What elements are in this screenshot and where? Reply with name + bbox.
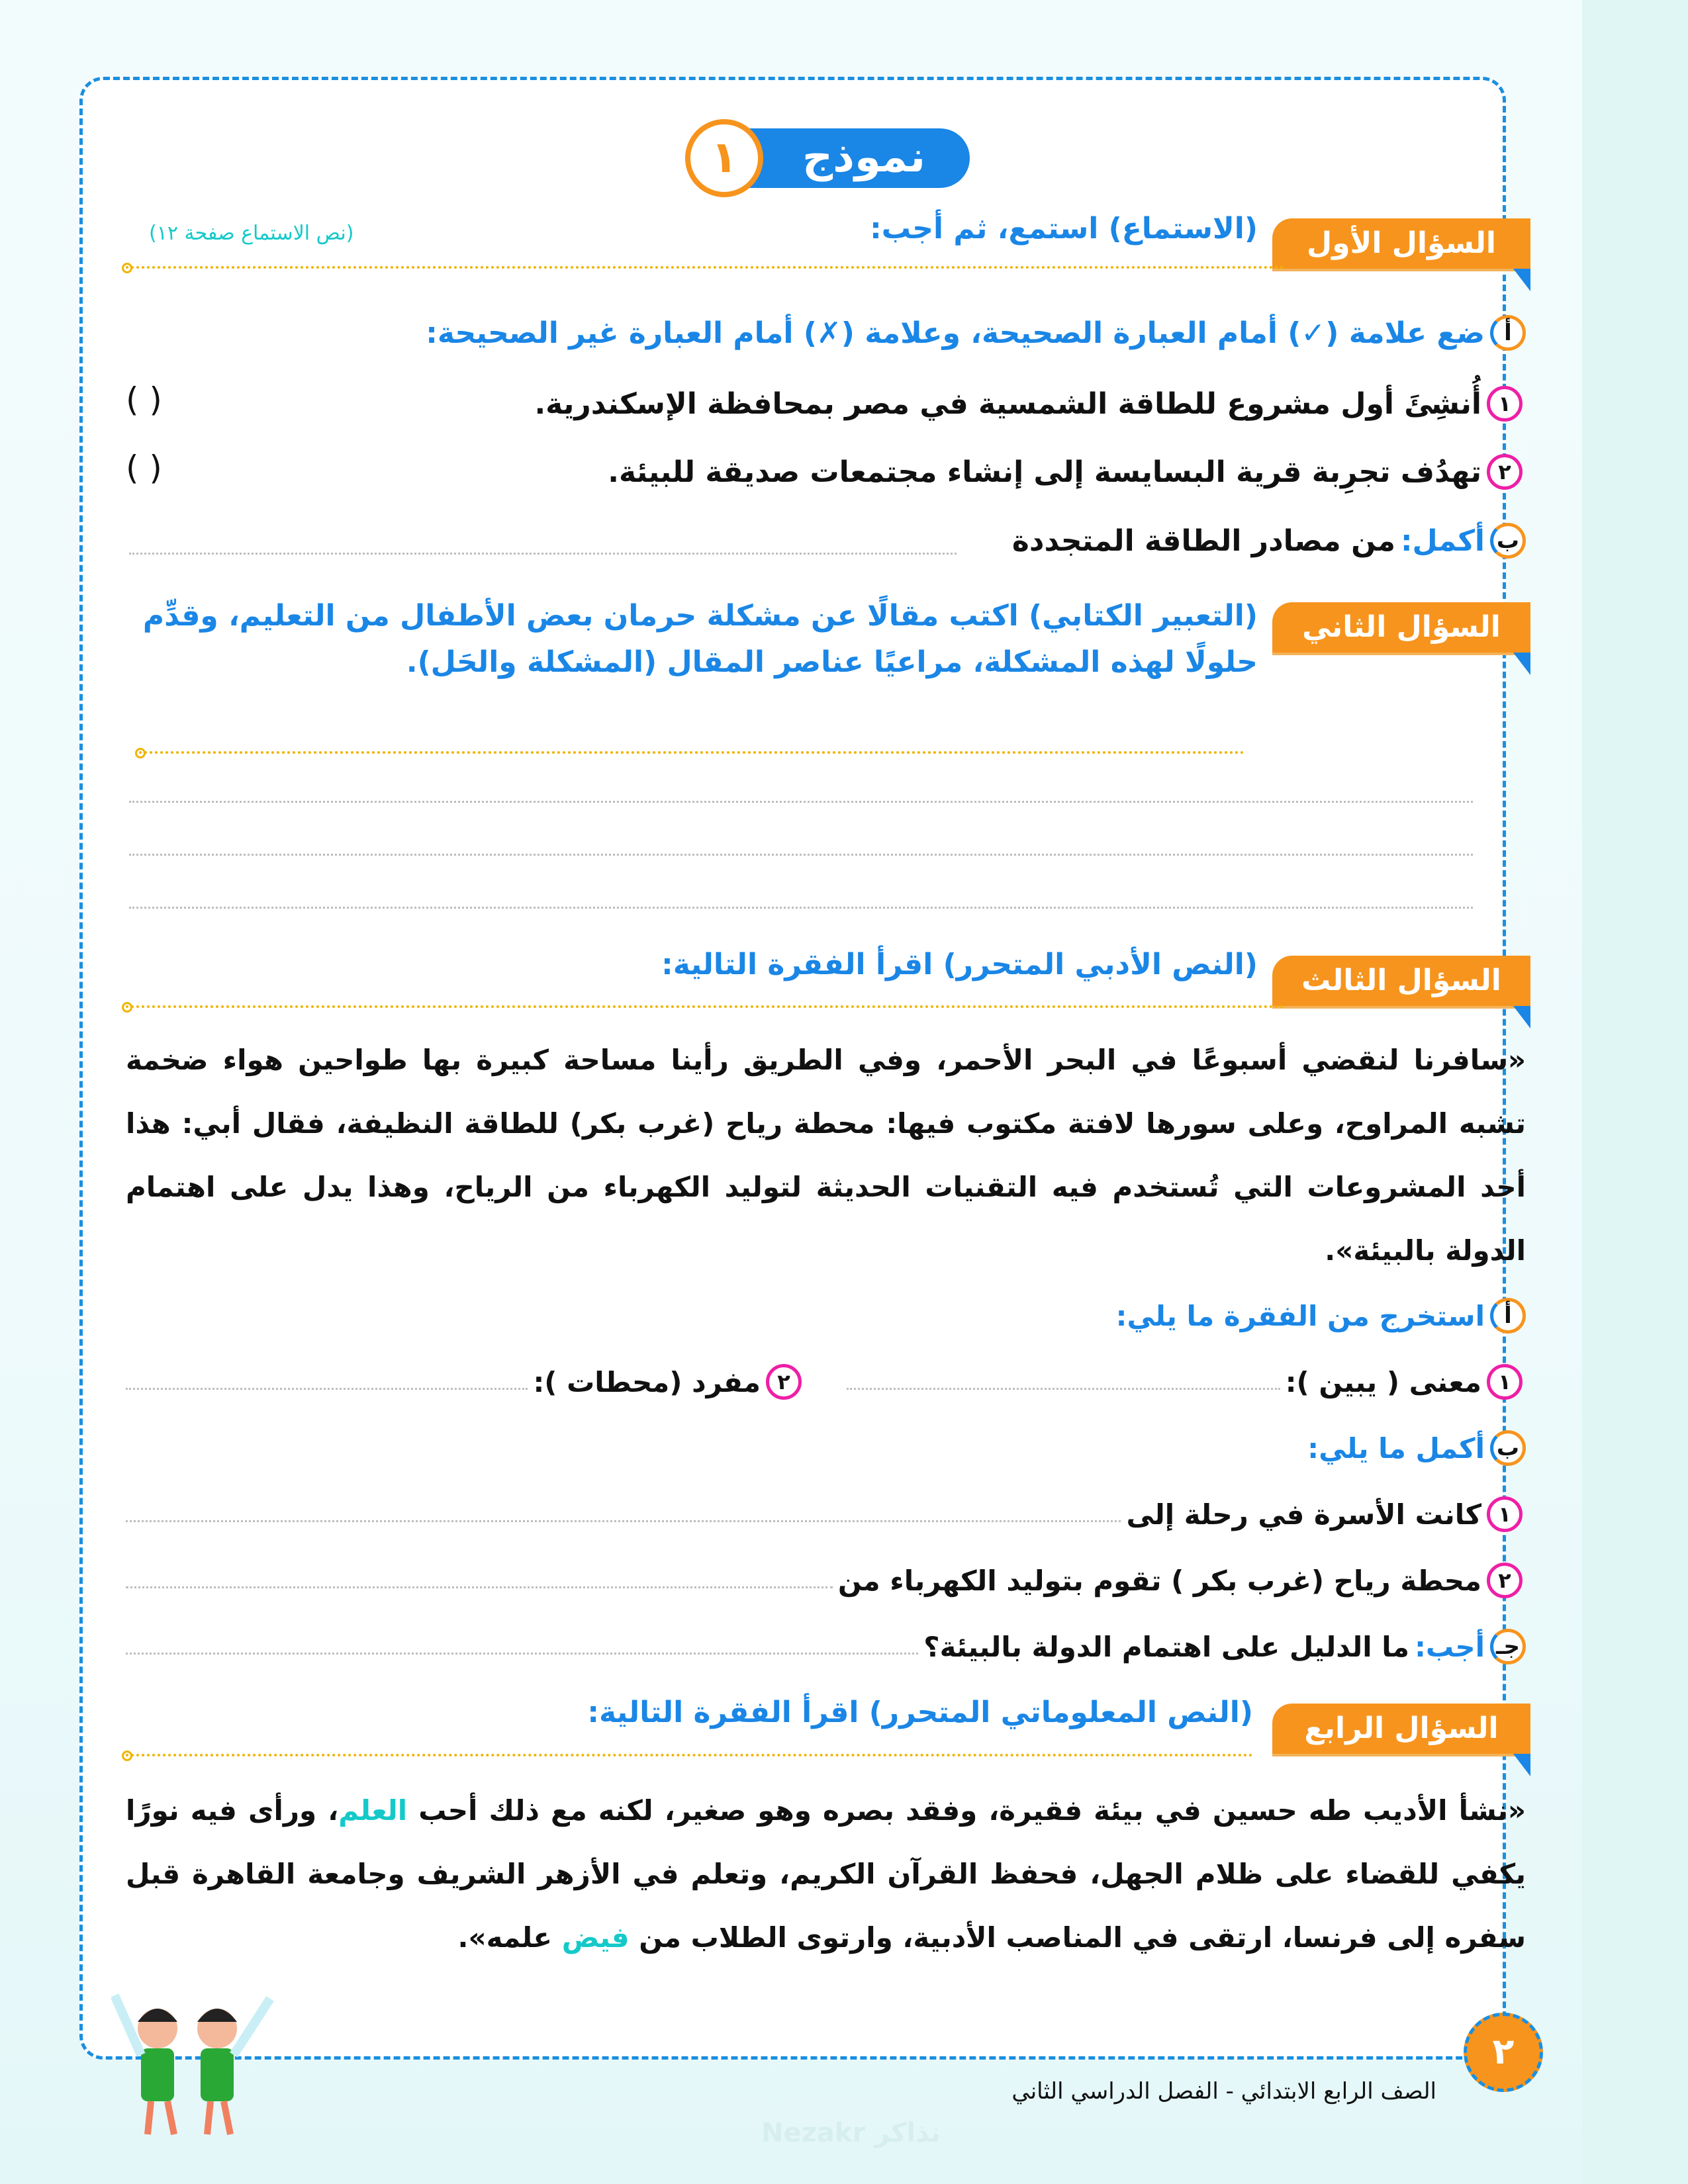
answer-box[interactable]: ( ): [126, 381, 162, 419]
title-label: نموذج: [718, 128, 970, 188]
item-text: من مصادر الطاقة المتجددة: [1011, 523, 1395, 558]
page-number: ٢: [1464, 2013, 1543, 2092]
q3-part-c: [126, 1614, 1526, 1680]
writing-line[interactable]: [129, 854, 1473, 856]
writing-line[interactable]: [129, 801, 1473, 803]
label: استخرج من الفقرة ما يلي:: [1115, 1299, 1485, 1332]
item-text: تهدُف تجرِبة قرية البسايسة إلى إنشاء مجتمعات صديقة للبيئة.: [608, 455, 1481, 489]
q2-line1: (التعبير الكتابي) اكتب مقالًا عن مشكلة حرمان بعض الأطفال من التعليم، وقدِّم: [142, 599, 1258, 633]
q3-part-b: [126, 1415, 1526, 1481]
text: ، ورأى فيه نورًا يكفي للقضاء على ظلام الجهل، فحفظ القرآن الكريم، وتعلم في الأزهر الشريف وجامعة القاهرة قبل سفره إلى فرنسا، ارتقى في المناصب الأدبية، وارتوى الطلاب من: [126, 1794, 1526, 1954]
answer-line[interactable]: [847, 1388, 1280, 1390]
q1-note: (نص الاستماع صفحة ١٢): [149, 222, 354, 245]
divider: [126, 266, 1284, 269]
answer-box[interactable]: ( ): [126, 449, 162, 487]
title-badge: [685, 119, 970, 193]
label: أكمل ما يلي:: [1307, 1432, 1485, 1465]
q3-q4-content: [126, 1028, 1526, 1970]
number-badge: ١: [1487, 1364, 1523, 1400]
answer-line[interactable]: [126, 1586, 833, 1588]
q3-instruction: (النص الأدبي المتحرر) اقرأ الفقرة التالية:: [661, 948, 1258, 981]
letter-badge: جـ: [1490, 1629, 1526, 1664]
answer-line[interactable]: [126, 1520, 1121, 1522]
number-badge: ٢: [766, 1364, 802, 1400]
q4-paragraph: [126, 1779, 1526, 1970]
letter-badge: ب: [1490, 523, 1526, 559]
letter-badge: أ: [1490, 1298, 1526, 1334]
writing-line[interactable]: [129, 907, 1473, 909]
answer-line[interactable]: [126, 1653, 918, 1655]
divider: [126, 1754, 1253, 1756]
number-badge: ١: [1487, 386, 1523, 422]
highlight-word: العلم: [338, 1794, 408, 1827]
item-text: أُنشِئَ أول مشروع للطاقة الشمسية في مصر بمحافظة الإسكندرية.: [534, 387, 1481, 421]
item-text: ما الدليل على اهتمام الدولة بالبيئة؟: [923, 1630, 1410, 1663]
q1-tag: السؤال الأول: [1272, 218, 1530, 269]
q3-paragraph: «سافرنا لنقضي أسبوعًا في البحر الأحمر، وفي الطريق رأينا مساحة كبيرة بها طواحين هواء ضخمة تشبه المراوح، وعلى سورها لافتة مكتوب فيها: محطة رياح (غرب بكر) للطاقة النظيفة، فقال أبي: هذا أحد المشروعات التي تُستخدم فيه التقنيات الحديثة لتوليد الكهرباء من الرياح، وهذا يدل على اهتمام الدولة بالبيئة».: [126, 1044, 1526, 1267]
q3-a-item-1: [847, 1364, 1523, 1400]
q3-a-item-2: [126, 1364, 802, 1400]
label: أكمل:: [1400, 523, 1485, 558]
footer-text: الصف الرابع الابتدائي - الفصل الدراسي الثاني: [1011, 2078, 1436, 2105]
answer-line[interactable]: [126, 1388, 528, 1390]
q2-tag: السؤال الثاني: [1272, 602, 1530, 653]
letter-badge: أ: [1490, 315, 1526, 351]
answer-line[interactable]: [129, 553, 957, 555]
divider: [126, 1005, 1284, 1008]
highlight-word: فيض: [561, 1921, 630, 1954]
q1-part-a: [426, 315, 1526, 351]
q1-part-b: [1012, 523, 1526, 559]
q4-header: [126, 1686, 1526, 1779]
q1-item-2: [608, 454, 1523, 490]
q2-line2: حلولًا لهذه المشكلة، مراعيًا عناصر المقال (المشكلة والحَل).: [406, 645, 1258, 679]
q3-b-item-2: [126, 1547, 1526, 1614]
text: «نشأ الأديب طه حسين في بيئة فقيرة، وفقد بصره وهو صغير، لكنه مع ذلك أحب: [407, 1794, 1526, 1827]
q2-prompt: [126, 593, 1258, 686]
number-badge: ٢: [1487, 1563, 1523, 1598]
q3-part-a: [126, 1283, 1526, 1349]
item-text: محطة رياح (غرب بكر ) تقوم بتوليد الكهرباء من: [837, 1564, 1481, 1597]
divider: [139, 751, 1244, 754]
item-text: معنى ( يبين ):: [1285, 1365, 1481, 1398]
letter-badge: ب: [1490, 1430, 1526, 1466]
kids-illustration: [111, 1982, 297, 2141]
q1-instruction: (الاستماع) استمع، ثم أجب:: [870, 212, 1258, 246]
item-text: كانت الأسرة في رحلة إلى: [1126, 1498, 1481, 1531]
q4-instruction: (النص المعلوماتي المتحرر) اقرأ الفقرة التالية:: [587, 1696, 1253, 1729]
q4-tag: السؤال الرابع: [1272, 1704, 1530, 1754]
q3-a-items: [126, 1349, 1526, 1415]
side-strip: [1582, 0, 1688, 2184]
number-badge: ١: [1487, 1496, 1523, 1532]
title-number: ١: [685, 119, 763, 197]
q1-item-1: [534, 386, 1523, 422]
watermark: Nezakr نذاكر: [761, 2118, 941, 2148]
text: علمه».: [457, 1921, 562, 1954]
q3-tag: السؤال الثالث: [1272, 956, 1530, 1006]
q3-b-item-1: [126, 1481, 1526, 1547]
item-text: مفرد (محطات ):: [533, 1365, 761, 1398]
number-badge: ٢: [1487, 454, 1523, 490]
q1-a-text: ضع علامة (✓) أمام العبارة الصحيحة، وعلامة (✗) أمام العبارة غير الصحيحة:: [426, 316, 1485, 350]
label: أجب:: [1415, 1630, 1485, 1663]
